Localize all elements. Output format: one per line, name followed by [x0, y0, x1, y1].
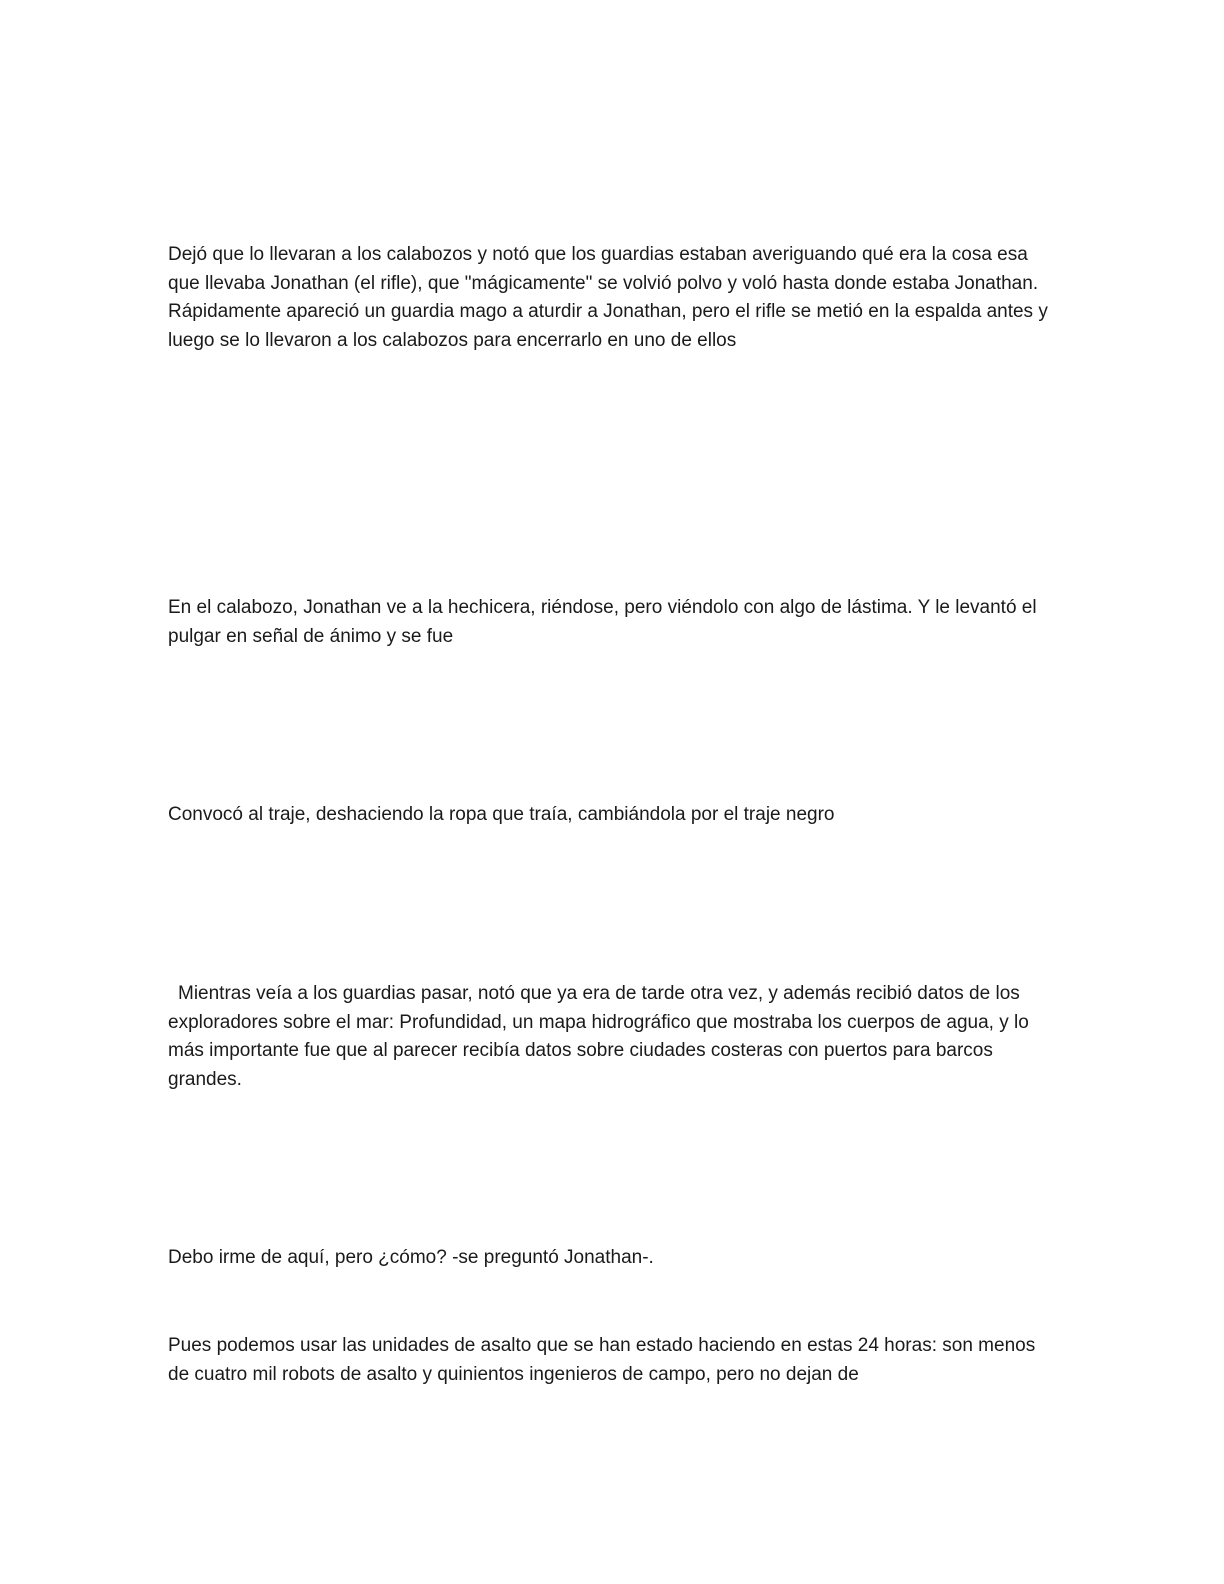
paragraph-dungeon-arrival: Dejó que lo llevaran a los calabozos y notó que los guardias estaban averiguando qué era la cosa esa que llevaba Jonathan (el rifle), que "mágicamente" se volvió polvo y voló hasta donde estaba Jonathan. Rápidamente apareció un guardia mago a aturdir a Jonathan, pero el rifle se metió en la espalda antes y luego se lo llevaron a los calabozos para encerrarlo en uno de ellos	[168, 244, 1048, 351]
paragraph-assault-units: Pues podemos usar las unidades de asalto que se han estado haciendo en estas 24 horas: son menos de cuatro mil robots de asalto y quinientos ingenieros de campo, pero no dejan de	[168, 1335, 1036, 1385]
paragraph-escape-question: Debo irme de aquí, pero ¿cómo? -se preguntó Jonathan-.	[168, 1247, 654, 1268]
paragraph-summon-suit: Convocó al traje, deshaciendo la ropa que traía, cambiándola por el traje negro	[168, 804, 835, 825]
paragraph-sorceress-visit: En el calabozo, Jonathan ve a la hechicera, riéndose, pero viéndolo con algo de lástima. Y le levantó el pulgar en señal de ánimo y se fue	[168, 597, 1037, 647]
paragraph-explorer-data: Mientras veía a los guardias pasar, notó que ya era de tarde otra vez, y además recibió datos de los exploradores sobre el mar: Profundidad, un mapa hidrográfico que mostraba los cuerpos de agua, y lo más importante fue que al parecer recibía datos sobre ciudades costeras con puertos para barcos grandes.	[168, 983, 1029, 1090]
